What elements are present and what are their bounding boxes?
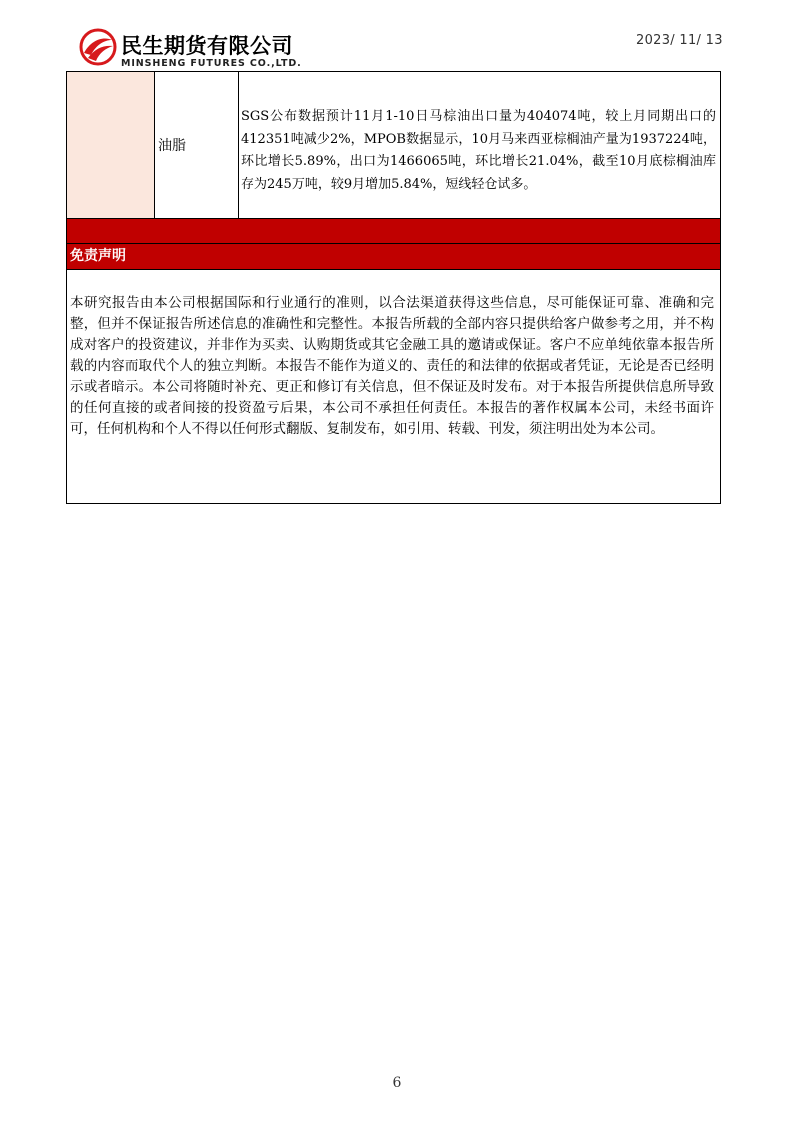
table-row — [67, 72, 720, 219]
report-table — [66, 71, 721, 504]
analysis-text-cell: SGS公布数据预计11月1-10日马棕油出口量为404074吨，较上月同期出口的412351吨减少2%，MPOB数据显示，10月马来西亚棕榈油产量为1937224吨，环比增长5.89%，出口为1466065吨，环比增长21.04%，截至10月底棕榈油库存为245万吨，较9月增加5.84%，短线轻仓试多。 — [241, 109, 716, 192]
company-name-cn: 民生期货有限公司 — [121, 34, 293, 58]
page-number: 6 — [392, 1075, 402, 1091]
minsheng-swirl-logo-icon — [79, 28, 117, 66]
red-separator-bar — [67, 219, 720, 244]
report-date: 2023/ 11/ 13 — [636, 33, 723, 48]
company-name-en: MINSHENG FUTURES CO.,LTD. — [121, 58, 302, 69]
disclaimer-heading: 免责声明 — [67, 244, 720, 270]
section-cell — [67, 72, 155, 218]
disclaimer-text: 本研究报告由本公司根据国际和行业通行的准则，以合法渠道获得这些信息，尽可能保证可靠、准确和完整，但并不保证报告所述信息的准确性和完整性。本报告所载的全部内容只提供给客户做参考之用，并不构成对客户的投资建议，并非作为买卖、认购期货或其它金融工具的邀请或保证。客户不应单纯依靠本报告所载的内容而取代个人的独立判断。本报告不能作为道义的、责任的和法律的依据或者凭证，无论是否已经明示或者暗示。本公司将随时补充、更正和修订有关信息，但不保证及时发布。对于本报告所提供信息所导致的任何直接的或者间接的投资盈亏后果，本公司不承担任何责任。本报告的著作权属本公司，未经书面许可，任何机构和个人不得以任何形式翻版、复制发布，如引用、转载、刊发，须注明出处为本公司。 — [70, 295, 714, 437]
company-logo — [79, 28, 319, 72]
category-cell: 油脂 — [155, 72, 239, 218]
